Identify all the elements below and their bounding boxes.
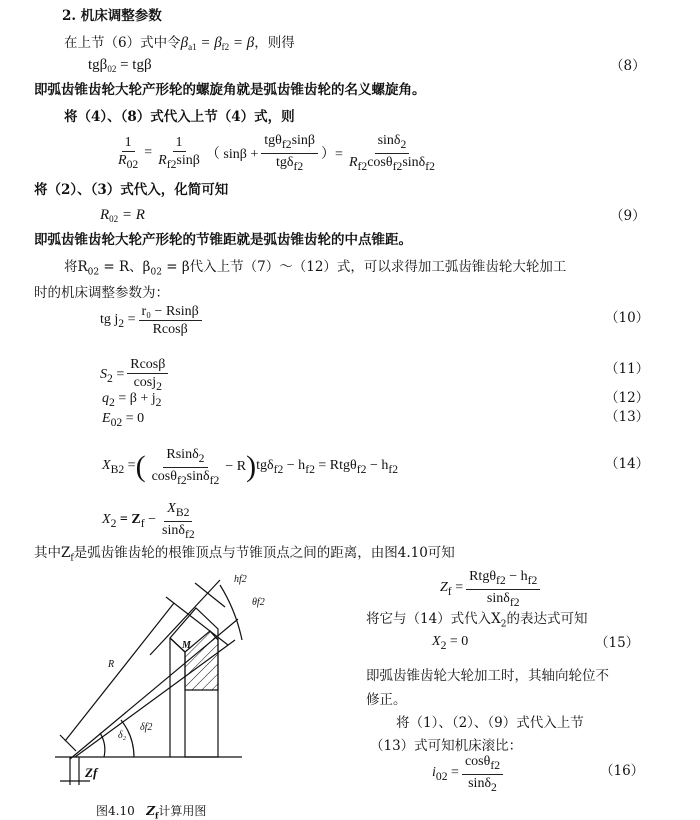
delta2-arc <box>100 733 105 757</box>
equation-12: $q_2 = \beta + j_2$ <box>102 391 162 409</box>
equation-main: $\frac{1}{R_{02}}$ = $\frac{1}{R_{f2}\sin\beta}$ （ sinβ + $\frac{tg\theta_{f2}\sin\beta}{tg\delta_{f2}}$ ）= $\frac{\sin\delta_2}{R_{f2}\cos\theta_{f2}\sin\delta_{f2}}$ <box>118 133 435 173</box>
equation-number-16: （16） <box>600 763 645 779</box>
equation-13: $E_{02} = 0$ <box>102 411 145 429</box>
equation-10: tg $j_2$ = $\frac{\text{r₀ − Rsinβ}}{Rcos\beta}$ <box>100 303 205 338</box>
paragraph-11a: 将（1）、（2）、（9）式代入上节 <box>396 715 584 731</box>
paragraph-6: 将$R_{02} = R$、$\beta_{02} = \beta$代入上节（7）～（12）式，可以求得加工弧齿锥齿轮大轮加工 <box>64 259 567 278</box>
paragraph-1: 在上节（6）式中令$\beta_{a1} = \beta_{f2} = \beta$，则得 <box>64 35 295 52</box>
figure-caption: 图4.10 $Z_f$计算用图 <box>96 804 207 820</box>
equation-11: $S_2$ = $\frac{Rcos\beta}{\cos j_2}$ <box>100 356 171 395</box>
label-thetaf2: θf2 <box>252 597 265 608</box>
equation-14: $X_{B2}$ = ( $\frac{Rsin\delta_2}{\cos\theta_{f2}\sin\delta_{f2}}$ − R ) $tg\delta_{f2} - h_{f2} = Rtg\theta_{f2} - h_{f2}$ <box>102 447 399 487</box>
equation-number-13: （13） <box>605 409 650 425</box>
equation-number-14: （14） <box>605 456 650 472</box>
paragraph-10b: 修正。 <box>366 692 407 708</box>
paragraph-9: 将它与（14）式代入$X_2$的表达式可知 <box>366 611 588 630</box>
figure-zf-diagram <box>0 545 360 805</box>
label-m: M <box>182 640 191 651</box>
paragraph-10a: 即弧齿锥齿轮大轮加工时，其轴向轮位不 <box>366 668 609 684</box>
paragraph-3: 将（4）、（8）式代入上节（4）式，则 <box>64 109 295 125</box>
label-delta2: δ₂ <box>118 730 127 741</box>
paragraph-2: 即弧齿锥齿轮大轮产形轮的螺旋角就是弧齿锥齿轮的名义螺旋角。 <box>34 82 426 98</box>
equation-15: $X_2 = 0$ <box>432 634 469 652</box>
equation-zf: $Z_f$ = $\frac{Rtg\theta_{f2} - h_{f2}}{\sin\delta_{f2}}$ <box>440 568 543 611</box>
equation-number-12: （12） <box>605 390 650 406</box>
equation-number-10: （10） <box>605 310 650 326</box>
equation-number-9: （9） <box>610 208 646 224</box>
equation-number-11: （11） <box>605 361 650 377</box>
equation-x2: $X_2 = Z_f$ − $\frac{X_{B2}}{\sin\delta_{f2}}$ <box>102 501 195 541</box>
equation-9: $R_{02} = R$ <box>100 207 145 224</box>
label-hf2: hf2 <box>234 574 247 585</box>
paragraph-8: 其中$Z_f$是弧齿锥齿轮的根锥顶点与节锥顶点之间的距离，由图4.10可知 <box>34 545 455 564</box>
paragraph-7: 时的机床调整参数为： <box>34 285 169 301</box>
equation-number-8: （8） <box>610 58 646 74</box>
label-zf: Zf <box>85 765 98 780</box>
paragraph-5: 即弧齿锥齿轮大轮产形轮的节锥距就是弧齿锥齿轮的中点锥距。 <box>34 232 412 248</box>
r-dimension-line <box>65 603 174 741</box>
equation-number-15: （15） <box>595 635 640 651</box>
paragraph-11b: （13）式可知机床滚比： <box>370 738 523 754</box>
section-heading: 2. 机床调整参数 <box>62 8 162 24</box>
equation-8: tgβ$_{02}$ = tgβ <box>88 57 152 74</box>
equation-16: $i_{02}$ = $\frac{\cos\theta_{f2}}{\sin\delta_2}$ <box>432 753 506 796</box>
label-deltaf2: δf2 <box>140 722 153 733</box>
label-r: R <box>108 659 115 670</box>
paragraph-4: 将（2）、（3）式代入，化简可知 <box>34 182 229 198</box>
